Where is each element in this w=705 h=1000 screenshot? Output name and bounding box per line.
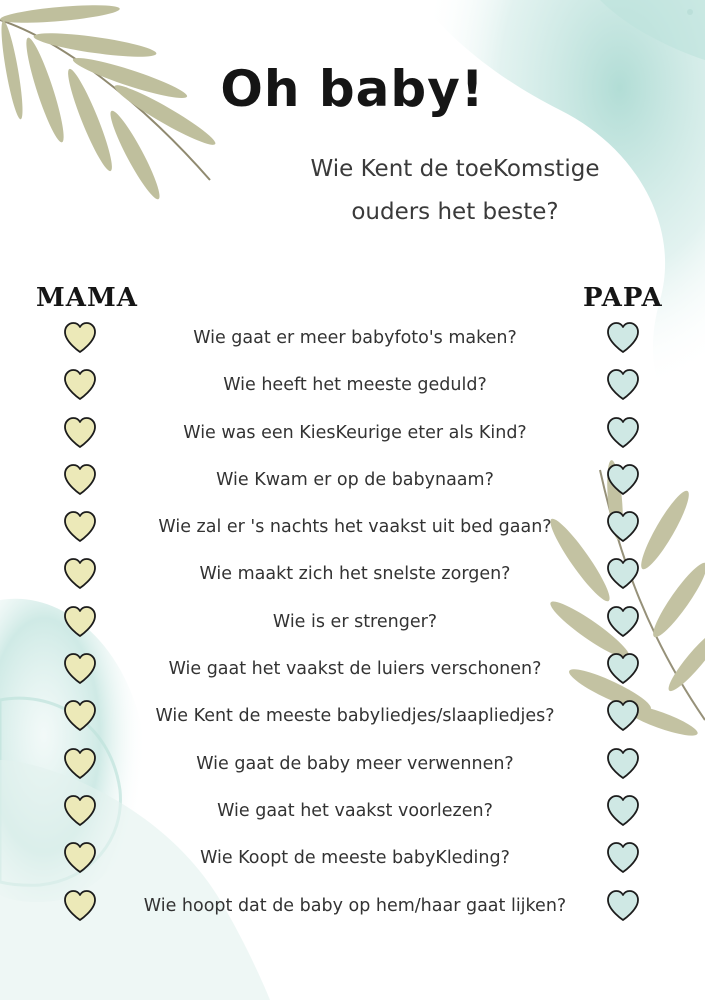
question-text: Wie gaat het vaakst de luiers verschonen? [168,659,542,680]
subtitle-line-2: ouders het beste? [351,199,559,225]
heart-checkbox-mama[interactable] [62,604,98,640]
heart-checkbox-papa[interactable] [605,746,641,782]
heart-checkbox-mama[interactable] [62,367,98,403]
question-row [0,315,705,362]
question-text: Wie gaat de baby meer verwennen? [196,753,514,774]
heart-checkbox-papa[interactable] [605,320,641,356]
heart-checkbox-mama[interactable] [62,793,98,829]
heart-checkbox-mama[interactable] [62,509,98,545]
heart-checkbox-papa[interactable] [605,462,641,498]
column-header-mama: MAMA [36,283,138,313]
heart-checkbox-mama[interactable] [62,746,98,782]
question-text: Wie heeft het meeste geduld? [223,375,487,396]
heart-checkbox-papa[interactable] [605,415,641,451]
heart-checkbox-papa[interactable] [605,509,641,545]
heart-checkbox-papa[interactable] [605,793,641,829]
heart-checkbox-mama[interactable] [62,556,98,592]
page-subtitle [300,148,610,234]
heart-checkbox-mama[interactable] [62,840,98,876]
question-row [0,457,705,504]
page-title: Oh baby! [220,60,485,118]
question-row [0,788,705,835]
question-row [0,410,705,457]
question-list [0,315,705,930]
heart-checkbox-papa[interactable] [605,556,641,592]
question-row [0,504,705,551]
heart-checkbox-papa[interactable] [605,698,641,734]
column-header-papa: PAPA [583,283,663,313]
question-row [0,646,705,693]
heart-checkbox-papa[interactable] [605,604,641,640]
question-row [0,835,705,882]
heart-checkbox-mama[interactable] [62,698,98,734]
question-text: Wie was een KiesKeurige eter als Kind? [183,422,527,443]
question-row [0,599,705,646]
question-text: Wie zal er 's nachts het vaakst uit bed gaan? [158,517,552,538]
heart-checkbox-mama[interactable] [62,320,98,356]
question-text: Wie gaat er meer babyfoto's maken? [193,328,517,348]
question-row [0,741,705,788]
subtitle-line-1: Wie Kent de toeKomstige [310,156,600,182]
heart-checkbox-mama[interactable] [62,462,98,498]
heart-checkbox-mama[interactable] [62,651,98,687]
heart-checkbox-papa[interactable] [605,651,641,687]
question-text: Wie Kent de meeste babyliedjes/slaapliedjes? [155,706,555,727]
heart-checkbox-mama[interactable] [62,888,98,924]
heart-checkbox-papa[interactable] [605,888,641,924]
question-text: Wie gaat het vaakst voorlezen? [217,800,493,821]
heart-checkbox-mama[interactable] [62,415,98,451]
question-text: Wie Kwam er op de babynaam? [216,469,494,490]
question-text: Wie is er strenger? [272,611,438,632]
question-row [0,551,705,598]
heart-checkbox-papa[interactable] [605,840,641,876]
question-text: Wie hoopt dat de baby op hem/haar gaat lijken? [143,895,567,916]
question-text: Wie maakt zich het snelste zorgen? [199,564,511,585]
question-row [0,883,705,930]
heart-checkbox-papa[interactable] [605,367,641,403]
question-row [0,362,705,409]
question-row [0,693,705,740]
question-text: Wie Koopt de meeste babyKleding? [200,848,510,869]
